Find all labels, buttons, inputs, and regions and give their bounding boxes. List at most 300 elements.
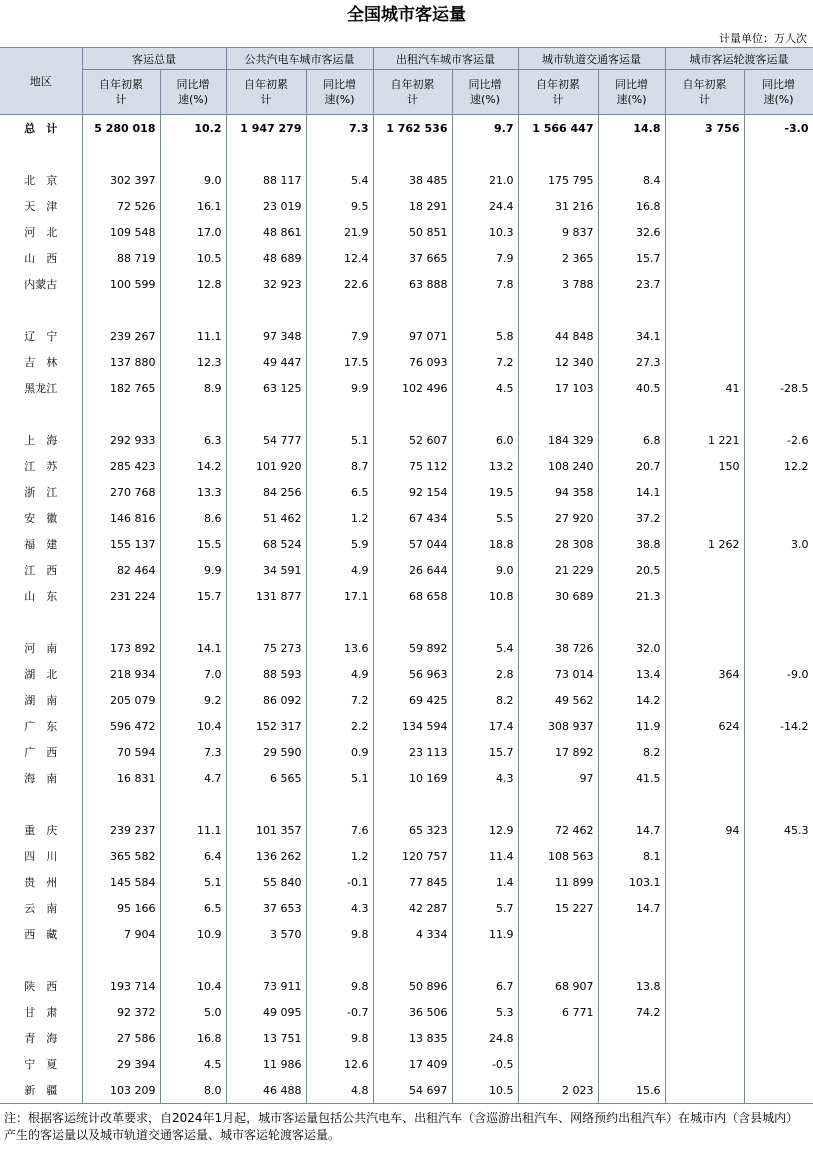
value-cell: 32.0: [598, 635, 665, 661]
table-row: [0, 453, 813, 479]
value-cell: [665, 687, 744, 713]
value-cell: 86 092: [226, 687, 306, 713]
value-cell: 26 644: [373, 557, 452, 583]
value-cell: 4.9: [306, 557, 373, 583]
region-cell: 安 徽: [0, 505, 82, 531]
value-cell: 14.7: [598, 895, 665, 921]
value-cell: 31 216: [518, 193, 598, 219]
value-cell: 4.5: [160, 1051, 226, 1077]
value-cell: [665, 167, 744, 193]
value-cell: [744, 635, 813, 661]
value-cell: [744, 739, 813, 765]
value-cell: 10.4: [160, 973, 226, 999]
value-cell: 49 562: [518, 687, 598, 713]
table-row: [0, 999, 813, 1025]
value-cell: 6.0: [452, 427, 518, 453]
value-cell: 88 719: [82, 245, 160, 271]
value-cell: 152 317: [226, 713, 306, 739]
value-cell: 10.5: [452, 1077, 518, 1104]
value-cell: 52 607: [373, 427, 452, 453]
value-cell: [665, 557, 744, 583]
value-cell: 37 665: [373, 245, 452, 271]
value-cell: 11.4: [452, 843, 518, 869]
value-cell: [518, 921, 598, 947]
value-cell: 5 280 018: [82, 115, 160, 142]
value-cell: 8.4: [598, 167, 665, 193]
group-header-taxi: 出租汽车城市客运量: [373, 48, 518, 70]
region-cell: 河 南: [0, 635, 82, 661]
value-cell: [665, 921, 744, 947]
value-cell: 6 771: [518, 999, 598, 1025]
value-cell: [744, 245, 813, 271]
table-row: [0, 583, 813, 609]
spacer-row: [0, 141, 813, 167]
region-cell: 总 计: [0, 115, 82, 142]
value-cell: 15.7: [452, 739, 518, 765]
value-cell: 4.7: [160, 765, 226, 791]
table-row: [0, 531, 813, 557]
table-row: [0, 973, 813, 999]
value-cell: 308 937: [518, 713, 598, 739]
value-cell: 7.2: [452, 349, 518, 375]
value-cell: 12.3: [160, 349, 226, 375]
value-cell: 40.5: [598, 375, 665, 401]
value-cell: 15.6: [598, 1077, 665, 1104]
value-cell: 131 877: [226, 583, 306, 609]
value-cell: 270 768: [82, 479, 160, 505]
group-header-ferry: 城市客运轮渡客运量: [665, 48, 813, 70]
value-cell: 101 920: [226, 453, 306, 479]
region-cell: 广 西: [0, 739, 82, 765]
value-cell: 51 462: [226, 505, 306, 531]
value-cell: 145 584: [82, 869, 160, 895]
value-cell: 6.8: [598, 427, 665, 453]
table-row: [0, 193, 813, 219]
value-cell: 5.3: [452, 999, 518, 1025]
table-row: [0, 713, 813, 739]
value-cell: 1 947 279: [226, 115, 306, 142]
value-cell: 38.8: [598, 531, 665, 557]
value-cell: 44 848: [518, 323, 598, 349]
value-cell: 54 777: [226, 427, 306, 453]
value-cell: -2.6: [744, 427, 813, 453]
value-cell: 74.2: [598, 999, 665, 1025]
table-header: [0, 48, 813, 115]
value-cell: 6 565: [226, 765, 306, 791]
value-cell: [665, 271, 744, 297]
value-cell: 72 526: [82, 193, 160, 219]
value-cell: 97 071: [373, 323, 452, 349]
value-cell: 10.3: [452, 219, 518, 245]
value-cell: 1 262: [665, 531, 744, 557]
value-cell: [598, 921, 665, 947]
value-cell: 10.9: [160, 921, 226, 947]
value-cell: 38 485: [373, 167, 452, 193]
subheader-growth: 同比增速(%): [306, 70, 373, 115]
value-cell: 18 291: [373, 193, 452, 219]
total-row: [0, 115, 813, 142]
value-cell: 97: [518, 765, 598, 791]
value-cell: 94 358: [518, 479, 598, 505]
value-cell: 5.4: [306, 167, 373, 193]
value-cell: 14.8: [598, 115, 665, 142]
table-row: [0, 505, 813, 531]
value-cell: 0.9: [306, 739, 373, 765]
value-cell: 84 256: [226, 479, 306, 505]
value-cell: 193 714: [82, 973, 160, 999]
value-cell: [665, 219, 744, 245]
value-cell: 17 892: [518, 739, 598, 765]
value-cell: [744, 1077, 813, 1104]
value-cell: 7.6: [306, 817, 373, 843]
value-cell: 69 425: [373, 687, 452, 713]
value-cell: 67 434: [373, 505, 452, 531]
value-cell: 95 166: [82, 895, 160, 921]
value-cell: [744, 869, 813, 895]
value-cell: 8.6: [160, 505, 226, 531]
value-cell: 12.6: [306, 1051, 373, 1077]
value-cell: 76 093: [373, 349, 452, 375]
region-cell: 内蒙古: [0, 271, 82, 297]
value-cell: 16 831: [82, 765, 160, 791]
value-cell: -14.2: [744, 713, 813, 739]
value-cell: 13.2: [452, 453, 518, 479]
value-cell: 100 599: [82, 271, 160, 297]
value-cell: 8.9: [160, 375, 226, 401]
value-cell: 11.9: [452, 921, 518, 947]
value-cell: 1 566 447: [518, 115, 598, 142]
value-cell: 42 287: [373, 895, 452, 921]
region-cell: 江 西: [0, 557, 82, 583]
table-row: [0, 167, 813, 193]
value-cell: -28.5: [744, 375, 813, 401]
value-cell: [665, 505, 744, 531]
region-cell: 湖 北: [0, 661, 82, 687]
value-cell: -0.1: [306, 869, 373, 895]
value-cell: 134 594: [373, 713, 452, 739]
value-cell: 68 524: [226, 531, 306, 557]
value-cell: 3 788: [518, 271, 598, 297]
value-cell: [665, 1051, 744, 1077]
region-cell: 浙 江: [0, 479, 82, 505]
value-cell: [665, 323, 744, 349]
value-cell: 27.3: [598, 349, 665, 375]
region-cell: 贵 州: [0, 869, 82, 895]
value-cell: 20.5: [598, 557, 665, 583]
value-cell: 9.8: [306, 921, 373, 947]
table-row: [0, 245, 813, 271]
value-cell: 27 586: [82, 1025, 160, 1051]
value-cell: [744, 765, 813, 791]
value-cell: [744, 505, 813, 531]
value-cell: 6.3: [160, 427, 226, 453]
value-cell: 7.3: [306, 115, 373, 142]
table-row: [0, 765, 813, 791]
value-cell: 231 224: [82, 583, 160, 609]
value-cell: 13.3: [160, 479, 226, 505]
value-cell: 88 117: [226, 167, 306, 193]
value-cell: 9.9: [160, 557, 226, 583]
value-cell: 5.1: [306, 765, 373, 791]
value-cell: 5.1: [160, 869, 226, 895]
value-cell: 9.8: [306, 973, 373, 999]
value-cell: 9 837: [518, 219, 598, 245]
value-cell: 12 340: [518, 349, 598, 375]
value-cell: 49 447: [226, 349, 306, 375]
value-cell: 6.5: [160, 895, 226, 921]
value-cell: 11 986: [226, 1051, 306, 1077]
region-cell: 四 川: [0, 843, 82, 869]
spacer-row: [0, 609, 813, 635]
value-cell: 70 594: [82, 739, 160, 765]
region-header: 地区: [0, 48, 82, 115]
value-cell: 285 423: [82, 453, 160, 479]
value-cell: 7.3: [160, 739, 226, 765]
table-row: [0, 661, 813, 687]
value-cell: 9.8: [306, 1025, 373, 1051]
value-cell: 14.2: [598, 687, 665, 713]
value-cell: 10.5: [160, 245, 226, 271]
subheader-cumulative: 自年初累计: [373, 70, 452, 115]
value-cell: 6.5: [306, 479, 373, 505]
value-cell: 6.7: [452, 973, 518, 999]
value-cell: [744, 687, 813, 713]
value-cell: 2.8: [452, 661, 518, 687]
group-header-bus: 公共汽电车城市客运量: [226, 48, 373, 70]
value-cell: 103.1: [598, 869, 665, 895]
value-cell: 7.2: [306, 687, 373, 713]
value-cell: 68 658: [373, 583, 452, 609]
value-cell: 146 816: [82, 505, 160, 531]
value-cell: 45.3: [744, 817, 813, 843]
value-cell: 13 835: [373, 1025, 452, 1051]
value-cell: 7.8: [452, 271, 518, 297]
value-cell: 17.0: [160, 219, 226, 245]
region-cell: 山 西: [0, 245, 82, 271]
value-cell: 136 262: [226, 843, 306, 869]
value-cell: 14.1: [160, 635, 226, 661]
value-cell: 10 169: [373, 765, 452, 791]
value-cell: 82 464: [82, 557, 160, 583]
value-cell: [665, 843, 744, 869]
value-cell: [744, 583, 813, 609]
value-cell: 108 563: [518, 843, 598, 869]
region-cell: 福 建: [0, 531, 82, 557]
value-cell: 9.0: [452, 557, 518, 583]
table-row: [0, 1051, 813, 1077]
value-cell: 23.7: [598, 271, 665, 297]
table-row: [0, 479, 813, 505]
value-cell: 88 593: [226, 661, 306, 687]
value-cell: 19.5: [452, 479, 518, 505]
value-cell: 1.2: [306, 843, 373, 869]
value-cell: 48 861: [226, 219, 306, 245]
passenger-volume-table: [0, 47, 813, 1104]
value-cell: 55 840: [226, 869, 306, 895]
value-cell: -0.7: [306, 999, 373, 1025]
region-cell: 江 苏: [0, 453, 82, 479]
value-cell: 14.1: [598, 479, 665, 505]
value-cell: 7.0: [160, 661, 226, 687]
table-row: [0, 817, 813, 843]
value-cell: 4 334: [373, 921, 452, 947]
value-cell: [598, 1051, 665, 1077]
value-cell: 22.6: [306, 271, 373, 297]
value-cell: 5.1: [306, 427, 373, 453]
value-cell: [665, 869, 744, 895]
value-cell: 1.4: [452, 869, 518, 895]
value-cell: 32 923: [226, 271, 306, 297]
subheader-cumulative: 自年初累计: [665, 70, 744, 115]
value-cell: [744, 895, 813, 921]
value-cell: 30 689: [518, 583, 598, 609]
value-cell: 1 221: [665, 427, 744, 453]
value-cell: 29 394: [82, 1051, 160, 1077]
value-cell: [744, 271, 813, 297]
value-cell: 101 357: [226, 817, 306, 843]
value-cell: -0.5: [452, 1051, 518, 1077]
value-cell: 8.2: [598, 739, 665, 765]
value-cell: 16.8: [598, 193, 665, 219]
value-cell: 37.2: [598, 505, 665, 531]
region-cell: 天 津: [0, 193, 82, 219]
value-cell: [665, 973, 744, 999]
value-cell: 63 888: [373, 271, 452, 297]
value-cell: [744, 1051, 813, 1077]
value-cell: 173 892: [82, 635, 160, 661]
value-cell: 41.5: [598, 765, 665, 791]
value-cell: 13 751: [226, 1025, 306, 1051]
value-cell: 596 472: [82, 713, 160, 739]
region-cell: 广 东: [0, 713, 82, 739]
value-cell: 7 904: [82, 921, 160, 947]
table-body: [0, 115, 813, 1104]
value-cell: 48 689: [226, 245, 306, 271]
value-cell: 239 237: [82, 817, 160, 843]
value-cell: 15.7: [598, 245, 665, 271]
value-cell: 6.4: [160, 843, 226, 869]
value-cell: 2 023: [518, 1077, 598, 1104]
region-cell: 重 庆: [0, 817, 82, 843]
value-cell: 2 365: [518, 245, 598, 271]
table-row: [0, 895, 813, 921]
value-cell: [598, 1025, 665, 1051]
table-row: [0, 427, 813, 453]
region-cell: 青 海: [0, 1025, 82, 1051]
value-cell: 9.7: [452, 115, 518, 142]
value-cell: 8.0: [160, 1077, 226, 1104]
value-cell: 17.4: [452, 713, 518, 739]
value-cell: 17 409: [373, 1051, 452, 1077]
value-cell: 75 273: [226, 635, 306, 661]
table-row: [0, 271, 813, 297]
value-cell: 11.1: [160, 817, 226, 843]
value-cell: [665, 583, 744, 609]
value-cell: 14.7: [598, 817, 665, 843]
value-cell: 34 591: [226, 557, 306, 583]
value-cell: 175 795: [518, 167, 598, 193]
value-cell: [665, 635, 744, 661]
value-cell: 21.3: [598, 583, 665, 609]
value-cell: [744, 323, 813, 349]
value-cell: [665, 1025, 744, 1051]
value-cell: [744, 1025, 813, 1051]
value-cell: 12.2: [744, 453, 813, 479]
value-cell: 24.4: [452, 193, 518, 219]
table-row: [0, 219, 813, 245]
region-cell: 新 疆: [0, 1077, 82, 1104]
region-cell: 湖 南: [0, 687, 82, 713]
value-cell: 21.9: [306, 219, 373, 245]
table-row: [0, 1077, 813, 1104]
value-cell: 7.9: [452, 245, 518, 271]
value-cell: [744, 479, 813, 505]
value-cell: 97 348: [226, 323, 306, 349]
value-cell: 364: [665, 661, 744, 687]
subheader-growth: 同比增速(%): [452, 70, 518, 115]
value-cell: 16.8: [160, 1025, 226, 1051]
value-cell: 11.1: [160, 323, 226, 349]
value-cell: 9.0: [160, 167, 226, 193]
value-cell: [744, 921, 813, 947]
value-cell: 32.6: [598, 219, 665, 245]
table-row: [0, 1025, 813, 1051]
value-cell: [665, 245, 744, 271]
value-cell: 3 570: [226, 921, 306, 947]
value-cell: 23 019: [226, 193, 306, 219]
value-cell: 8.1: [598, 843, 665, 869]
value-cell: 59 892: [373, 635, 452, 661]
group-header-rail: 城市轨道交通客运量: [518, 48, 665, 70]
value-cell: 10.4: [160, 713, 226, 739]
value-cell: 21.0: [452, 167, 518, 193]
table-row: [0, 739, 813, 765]
value-cell: 73 911: [226, 973, 306, 999]
value-cell: 155 137: [82, 531, 160, 557]
value-cell: -3.0: [744, 115, 813, 142]
value-cell: 8.2: [452, 687, 518, 713]
region-cell: 山 东: [0, 583, 82, 609]
subheader-cumulative: 自年初累计: [82, 70, 160, 115]
value-cell: 11 899: [518, 869, 598, 895]
value-cell: 9.2: [160, 687, 226, 713]
value-cell: 12.9: [452, 817, 518, 843]
value-cell: 10.2: [160, 115, 226, 142]
value-cell: 29 590: [226, 739, 306, 765]
region-cell: 西 藏: [0, 921, 82, 947]
value-cell: 36 506: [373, 999, 452, 1025]
region-cell: 上 海: [0, 427, 82, 453]
value-cell: 46 488: [226, 1077, 306, 1104]
value-cell: [665, 895, 744, 921]
value-cell: 27 920: [518, 505, 598, 531]
value-cell: 49 095: [226, 999, 306, 1025]
value-cell: 18.8: [452, 531, 518, 557]
value-cell: [665, 765, 744, 791]
spacer-row: [0, 791, 813, 817]
value-cell: [665, 1077, 744, 1104]
value-cell: 16.1: [160, 193, 226, 219]
value-cell: 2.2: [306, 713, 373, 739]
value-cell: 94: [665, 817, 744, 843]
footnote: 注：根据客运统计改革要求，自2024年1月起，城市客运量包括公共汽电车、出租汽车（含巡游出租汽车、网络预约出租汽车）在城市内（含县城内）产生的客运量以及城市轨道交通客运量、城市客运轮渡客运量。: [4, 1111, 799, 1142]
table-row: [0, 687, 813, 713]
value-cell: 150: [665, 453, 744, 479]
value-cell: 28 308: [518, 531, 598, 557]
value-cell: [744, 999, 813, 1025]
value-cell: 4.3: [452, 765, 518, 791]
region-cell: 甘 肃: [0, 999, 82, 1025]
